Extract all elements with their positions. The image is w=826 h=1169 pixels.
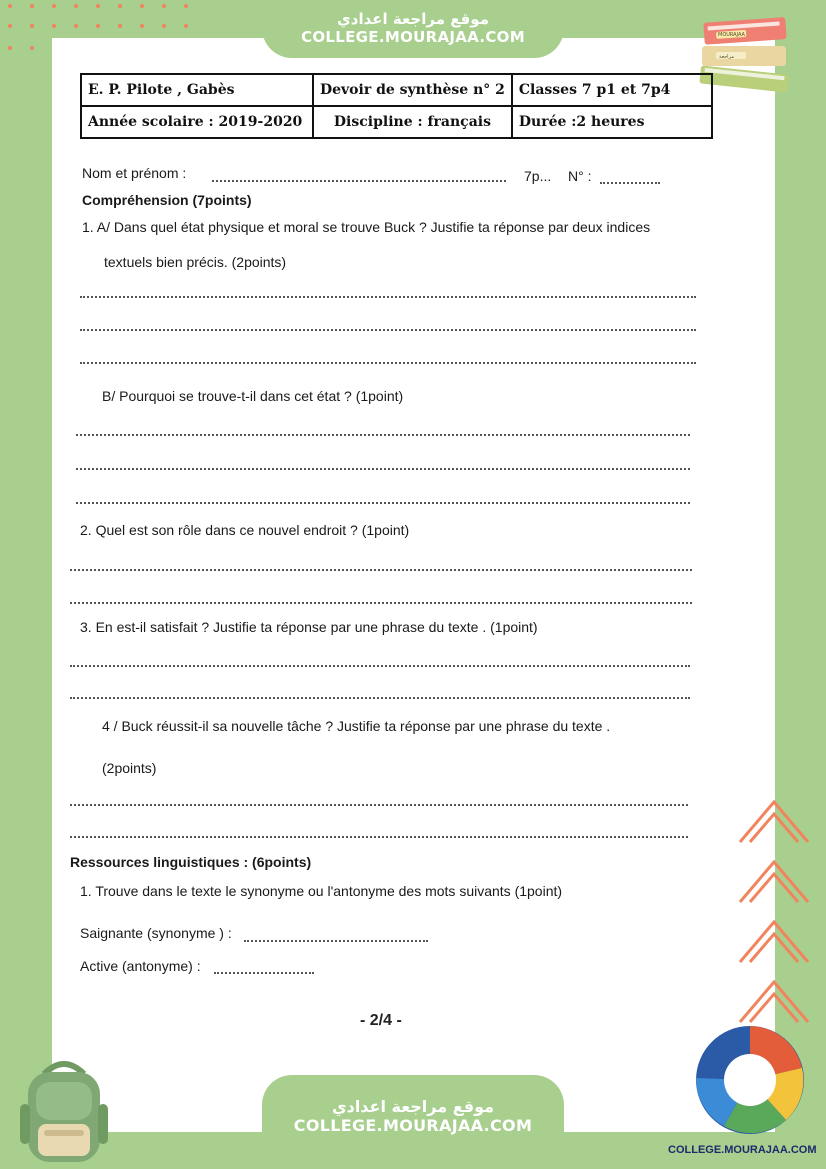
chevron-up-icon xyxy=(736,910,812,970)
question-3: 3. En est-il satisfait ? Justifie ta réponse par une phrase du texte . (1point) xyxy=(80,619,538,635)
chevron-up-icon xyxy=(736,970,812,1030)
question-4-line2: (2points) xyxy=(102,760,157,776)
answer-line[interactable] xyxy=(70,665,690,667)
discipline-label: Discipline : français xyxy=(313,106,512,138)
site-banner-bottom[interactable] xyxy=(262,1075,564,1169)
classes-label: Classes 7 p1 et 7p4 xyxy=(512,74,712,106)
class-label: 7p... xyxy=(524,168,552,184)
answer-line[interactable] xyxy=(70,602,692,604)
ressources-question-1: 1. Trouve dans le texte le synonyme ou l'antonyme des mots suivants (1point) xyxy=(80,883,563,899)
site-arabic-name: موقع مراجعة اعدادي xyxy=(331,1097,495,1116)
answer-line[interactable] xyxy=(80,362,696,364)
site-logo-icon xyxy=(694,1022,806,1138)
ressources-title: Ressources linguistiques : (6points) xyxy=(70,854,312,870)
question-4-line1: 4 / Buck réussit-il sa nouvelle tâche ? Justifie ta réponse par une phrase du texte . xyxy=(102,718,611,734)
answer-line[interactable] xyxy=(70,697,690,699)
antonym-answer-line[interactable] xyxy=(214,972,314,974)
backpack-icon xyxy=(14,1054,114,1166)
answer-line[interactable] xyxy=(76,434,690,436)
question-2: 2. Quel est son rôle dans ce nouvel endroit ? (1point) xyxy=(80,522,410,538)
exam-header-table xyxy=(80,73,713,139)
site-arabic-name: موقع مراجعة اعدادي xyxy=(337,10,489,28)
number-label: N° : xyxy=(568,168,592,184)
school-name: E. P. Pilote , Gabès xyxy=(81,74,313,106)
duration-label: Durée :2 heures xyxy=(512,106,712,138)
chevron-up-icon xyxy=(736,790,812,850)
page-number: - 2/4 - xyxy=(360,1012,402,1029)
site-url[interactable]: COLLEGE.MOURAJAA.COM xyxy=(293,1116,533,1135)
comprehension-title: Compréhension (7points) xyxy=(82,192,252,208)
school-year: Année scolaire : 2019-2020 xyxy=(81,106,313,138)
brand-badge[interactable]: COLLEGE.MOURAJAA.COM xyxy=(668,1144,817,1156)
answer-line[interactable] xyxy=(80,329,696,331)
book-label-2: مراجعة xyxy=(719,54,735,60)
antonym-item: Active (antonyme) : xyxy=(80,958,201,974)
answer-line[interactable] xyxy=(76,502,690,504)
number-answer-line[interactable] xyxy=(600,182,660,184)
answer-line[interactable] xyxy=(70,569,692,571)
question-1b: B/ Pourquoi se trouve-t-il dans cet état ? (1point) xyxy=(102,388,404,404)
answer-line[interactable] xyxy=(70,804,688,806)
question-1a-line1: 1. A/ Dans quel état physique et moral se trouve Buck ? Justifie ta réponse par deux indices xyxy=(82,219,651,235)
site-banner-top[interactable] xyxy=(262,0,564,58)
synonym-item: Saignante (synonyme ) : xyxy=(80,925,232,941)
exam-title: Devoir de synthèse n° 2 xyxy=(313,74,512,106)
chevron-up-icon xyxy=(736,850,812,910)
answer-line[interactable] xyxy=(80,296,696,298)
site-url[interactable]: COLLEGE.MOURAJAA.COM xyxy=(301,28,525,46)
answer-line[interactable] xyxy=(76,468,690,470)
synonym-answer-line[interactable] xyxy=(244,940,428,942)
question-1a-line2: textuels bien précis. (2points) xyxy=(104,254,287,270)
book-label-1: MOURAJAA xyxy=(718,32,745,38)
name-answer-line[interactable] xyxy=(212,180,506,182)
answer-line[interactable] xyxy=(70,836,688,838)
name-label: Nom et prénom : xyxy=(82,165,187,181)
